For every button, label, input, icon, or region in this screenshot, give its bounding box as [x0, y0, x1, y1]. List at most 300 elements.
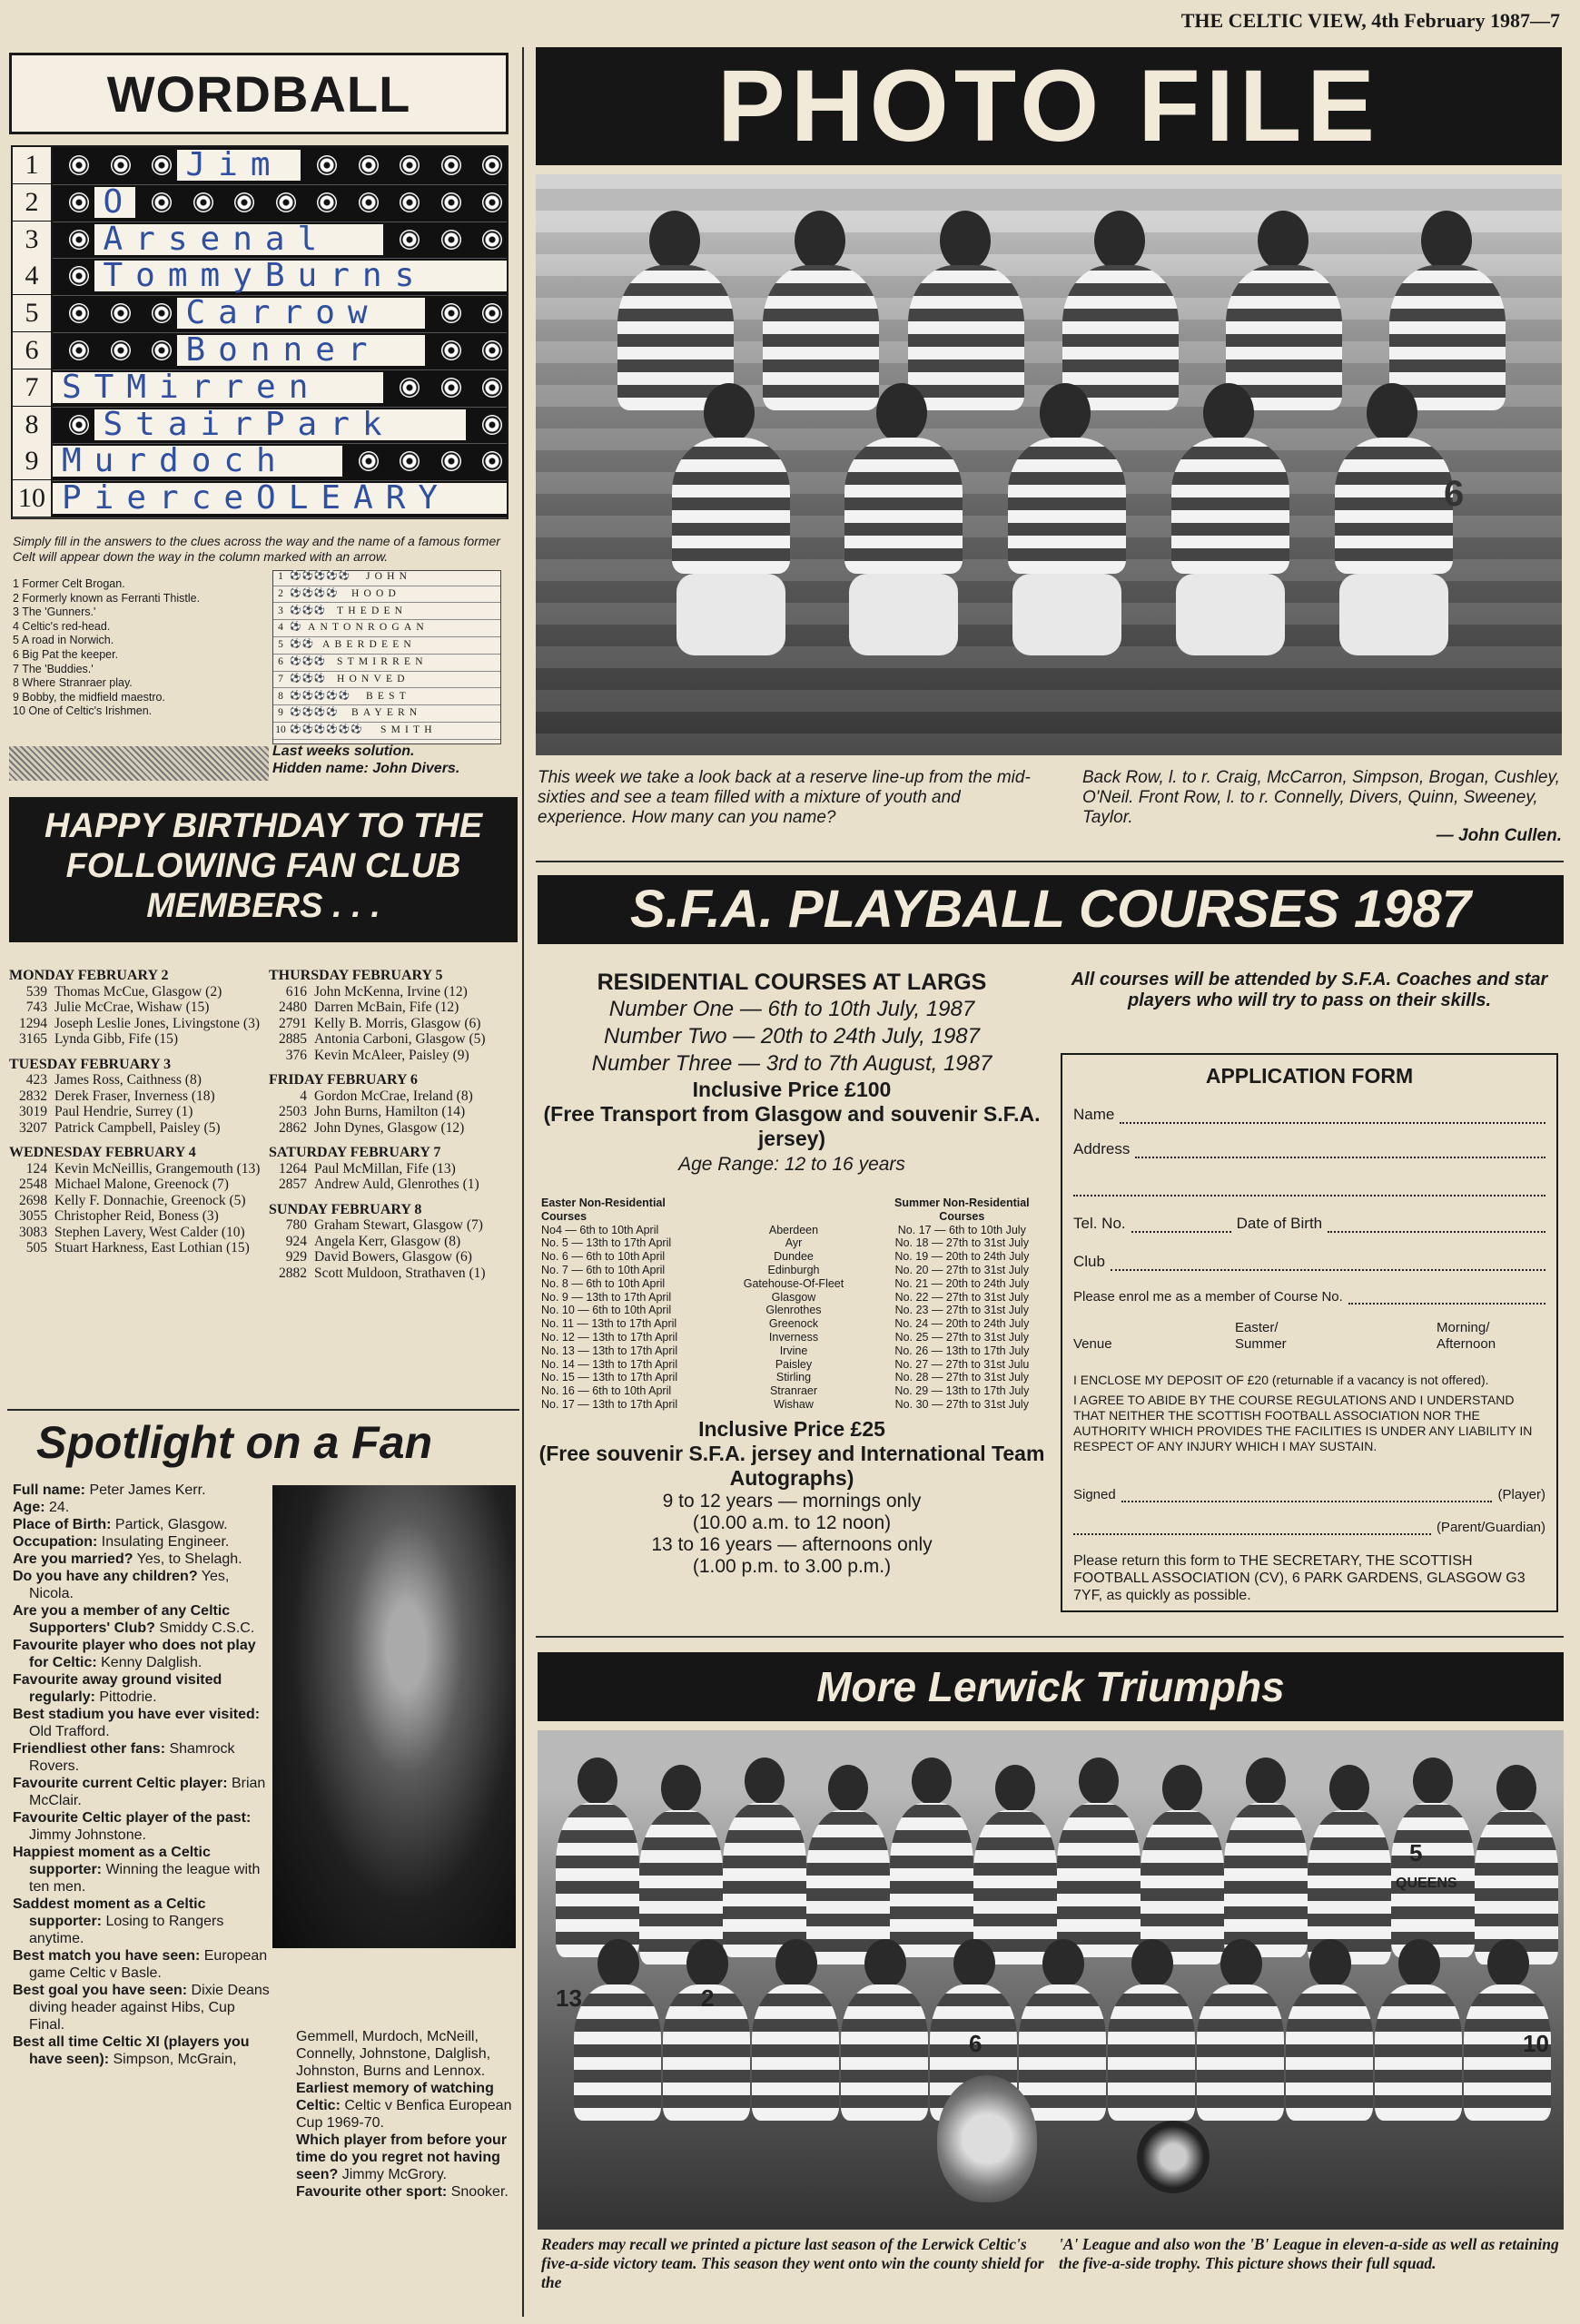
- agreement-text: I AGREE TO ABIDE BY THE COURSE REGULATIONS AND I UNDERSTAND THAT NEITHER THE SCOTTISH FOOTBALL ASSOCIATION NOR THE AUTHORITY WHICH PROVIDES THE FACILITIES IS UNDER ANY LIABILITY IN RESPECT OF ANY INJURY WHICH I MAY SUSTAIN.: [1073, 1393, 1533, 1453]
- signed-player-field[interactable]: Signed (Player): [1073, 1487, 1545, 1502]
- solution-row: [273, 588, 500, 604]
- spotlight-answer: Shamrock Rovers.: [29, 1741, 235, 1774]
- wordball-title: WORDBALL: [9, 53, 509, 134]
- member-name: John Burns, Hamilton (14): [314, 1104, 466, 1119]
- shirt-number: 5: [1409, 1839, 1423, 1866]
- course-row: [538, 1224, 1046, 1237]
- player-head: [1040, 383, 1091, 443]
- player-head: [649, 211, 700, 271]
- spotlight-answer: Simpson, McGrain,: [113, 2052, 237, 2067]
- football-icon: [152, 303, 172, 323]
- player-shirt: [1171, 438, 1289, 574]
- wordball-row: [13, 332, 507, 370]
- solution-number: 9: [278, 707, 283, 719]
- spotlight-answer: Celtic v Benfica European Cup 1969-70.: [296, 2098, 512, 2131]
- football-icon: [359, 155, 379, 175]
- member-number: 2698: [19, 1192, 47, 1208]
- player-shirt: [1057, 1803, 1141, 1957]
- wordball-last-week: Last weeks solution. Hidden name: John Divers.: [272, 743, 460, 776]
- spotlight-question: Favourite current Celtic player:: [13, 1776, 228, 1791]
- spotlight-answer: Losing to Rangers anytime.: [29, 1914, 224, 1946]
- solution-word: HOOD: [351, 587, 401, 599]
- price-residential-note: (Free Transport from Glasgow and souvenir S.F.A. jersey): [543, 1102, 1041, 1150]
- easter-course: No. 15 — 13th to 17th April: [541, 1371, 678, 1384]
- course-line: Number Three — 3rd to 7th August, 1987: [591, 1051, 992, 1076]
- spotlight-xi-continued: Gemmell, Murdoch, McNeill, Connelly, Johnstone, Dalglish, Johnston, Burns and Lennox.: [296, 2029, 491, 2079]
- solution-row: [273, 691, 500, 706]
- easter-course: No. 8 — 6th to 10th April: [541, 1276, 666, 1290]
- photo-file-names: Back Row, l. to r. Craig, McCarron, Simpson, Brogan, Cushley, O'Neil. Front Row, l. to r. Connelly, Divers, Quinn, Sweeney, Taylor.: [1082, 768, 1560, 827]
- football-icon: [317, 155, 337, 175]
- player-shirt: [1375, 1984, 1462, 2121]
- member-number: 2832: [19, 1088, 47, 1104]
- birthday-entry: [9, 1240, 272, 1256]
- player-head: [704, 383, 755, 443]
- member-name: Stephen Lavery, West Calder (10): [54, 1224, 245, 1240]
- spotlight-item: [13, 1896, 274, 1947]
- spotlight-question: Best goal you have seen:: [13, 1983, 188, 1998]
- birthday-column-left: [9, 959, 272, 1256]
- player-head: [795, 211, 845, 271]
- spotlight-item: [13, 1482, 274, 1499]
- spotlight-answer: Old Trafford.: [29, 1724, 110, 1739]
- birthday-day-heading: SUNDAY FEBRUARY 8: [269, 1201, 422, 1217]
- spotlight-question: Age:: [13, 1500, 45, 1515]
- football-icon: [111, 155, 131, 175]
- player-head: [578, 1758, 617, 1805]
- application-form: [1061, 1053, 1558, 1612]
- player-head: [1042, 1939, 1084, 1988]
- football-icon: [111, 303, 131, 323]
- birthday-title: HAPPY BIRTHDAY TO THE FOLLOWING FAN CLUB MEMBERS . . .: [9, 797, 518, 942]
- member-name: Derek Fraser, Inverness (18): [54, 1088, 215, 1104]
- wordball-row: [13, 184, 507, 222]
- player-shirt: [1019, 1984, 1106, 2121]
- junior-session: 9 to 12 years — mornings only: [662, 1490, 922, 1512]
- coaches-note: All courses will be attended by S.F.A. Coaches and star players who will try to pass on their skills.: [1071, 970, 1548, 1010]
- member-name: Kevin McNeillis, Grangemouth (13): [54, 1160, 261, 1177]
- spotlight-item: [13, 1637, 274, 1671]
- wordball-clues: [13, 577, 276, 719]
- football-icon: [482, 340, 502, 360]
- spotlight-item: [13, 1740, 274, 1775]
- club-field[interactable]: Club: [1073, 1253, 1545, 1271]
- member-name: Gordon McCrae, Ireland (8): [314, 1088, 473, 1104]
- football-icon: [441, 303, 461, 323]
- birthday-day-heading: FRIDAY FEBRUARY 6: [269, 1072, 418, 1088]
- wordball-grid: [11, 145, 509, 519]
- birthday-entry: [269, 1161, 519, 1177]
- player-shirt: [752, 1984, 839, 2121]
- member-number: 505: [25, 1240, 47, 1256]
- course-number-field[interactable]: Please enrol me as a member of Course No.: [1073, 1289, 1545, 1305]
- spotlight-answer: Snooker.: [450, 2184, 509, 2200]
- birthday-entry: [9, 1104, 272, 1120]
- solution-word: BAYERN: [351, 707, 422, 719]
- player-head: [1421, 211, 1472, 271]
- wordball-answer: PierceOLEARY: [62, 479, 451, 517]
- player-head: [661, 1765, 701, 1812]
- spotlight-question: Occupation:: [13, 1534, 98, 1550]
- wordball-answer: Murdoch: [62, 442, 289, 480]
- wordball-answer: Jim: [185, 146, 283, 183]
- spotlight-item: [13, 2034, 274, 2068]
- course-venue: Dundee: [774, 1250, 814, 1264]
- member-number: 3055: [19, 1208, 47, 1224]
- wordball-clue: 3 The 'Gunners.': [13, 606, 96, 619]
- solution-word: ANTONROGAN: [308, 622, 429, 634]
- player-shorts: [1176, 574, 1285, 655]
- price-residential: Inclusive Price £100: [692, 1078, 892, 1101]
- member-name: Lynda Gibb, Fife (15): [54, 1031, 179, 1047]
- spotlight-question: Earliest memory of watching Celtic:: [296, 2081, 494, 2113]
- player-head: [1220, 1939, 1262, 1988]
- course-row: [538, 1304, 1046, 1317]
- spotlight-answer: Brian McClair.: [29, 1776, 266, 1808]
- player-head: [775, 1939, 817, 1988]
- wordball-answer: O: [103, 182, 136, 221]
- solution-row: [273, 571, 500, 586]
- football-icon: [441, 192, 461, 212]
- easter-course: No. 14 — 13th to 17th April: [541, 1357, 678, 1371]
- birthday-entry: [269, 1217, 519, 1234]
- birthday-entry: [269, 1031, 519, 1048]
- wordball-clue: 8 Where Stranraer play.: [13, 676, 133, 690]
- column-rule: [522, 47, 524, 2317]
- football-icon: [400, 378, 420, 398]
- form-title: APPLICATION FORM: [1205, 1064, 1414, 1088]
- spotlight-item: [13, 1947, 274, 1982]
- wordball-instructions: Simply fill in the answers to the clues across the way and the name of a famous former Celt will appear down the way in the column marked with an arrow.: [13, 534, 500, 564]
- member-name: Antonia Carboni, Glasgow (5): [314, 1031, 486, 1047]
- wordball-row-number: 2: [13, 184, 53, 221]
- birthday-entry: [269, 1016, 519, 1032]
- member-number: 1294: [19, 1015, 47, 1031]
- fan-portrait-photo: [272, 1485, 516, 1948]
- player-head: [1079, 1758, 1119, 1805]
- signed-parent-field[interactable]: (Parent/Guardian): [1073, 1520, 1545, 1535]
- shirt-number: 6: [1444, 474, 1465, 514]
- summer-course: No. 23 — 27th to 31st July: [894, 1304, 1029, 1317]
- member-name: James Ross, Caithness (8): [54, 1072, 202, 1088]
- football-icons: ⚽⚽⚽⚽: [290, 707, 339, 718]
- football-icon: [482, 378, 502, 398]
- football-icon: [359, 451, 379, 471]
- member-name: Patrick Campbell, Paisley (5): [54, 1119, 221, 1136]
- name-field[interactable]: Name: [1073, 1106, 1545, 1124]
- birthday-entry: [269, 1104, 519, 1120]
- spotlight-item: [13, 1602, 274, 1637]
- player-head: [745, 1758, 785, 1805]
- shirt-number: 10: [1523, 2030, 1549, 2057]
- member-name: Graham Stewart, Glasgow (7): [314, 1217, 483, 1233]
- birthday-entry: [9, 1193, 272, 1209]
- wordball-clue: 1 Former Celt Brogan.: [13, 577, 125, 590]
- spotlight-questions-right: [296, 2028, 514, 2201]
- section-rule: [536, 861, 1564, 862]
- player-shirt: [1286, 1984, 1373, 2121]
- birthday-entry: [9, 1120, 272, 1137]
- photo-credit: — John Cullen.: [1436, 826, 1562, 845]
- spotlight-answer: Jimmy Johnstone.: [29, 1827, 146, 1843]
- player-head: [1131, 1939, 1173, 1988]
- birthday-entry: [9, 1031, 272, 1048]
- course-venue: Ayr: [785, 1236, 803, 1250]
- solution-row: [273, 639, 500, 655]
- player-head: [1258, 211, 1308, 271]
- wordball-row: [13, 480, 507, 518]
- birthday-entry: [269, 1265, 519, 1282]
- football-icon: [69, 192, 89, 212]
- spotlight-question: Favourite Celtic player of the past:: [13, 1810, 252, 1826]
- address-field[interactable]: Address: [1073, 1140, 1545, 1158]
- summer-course: No. 17 — 6th to 10th July: [897, 1223, 1026, 1236]
- player-shorts: [1012, 574, 1121, 655]
- player-head: [940, 211, 991, 271]
- member-number: 3207: [19, 1119, 47, 1136]
- member-number: 2882: [279, 1265, 307, 1281]
- player-shirt: [973, 1810, 1057, 1965]
- football-icon: [152, 155, 172, 175]
- football-icon: [482, 230, 502, 250]
- easter-course: No. 16 — 6th to 10th April: [541, 1384, 672, 1398]
- player-shirt: [841, 1984, 928, 2121]
- solution-number: 6: [278, 656, 283, 667]
- member-name: Angela Kerr, Glasgow (8): [314, 1233, 461, 1249]
- football-icon: [69, 155, 89, 175]
- easter-course: No. 12 — 13th to 17th April: [541, 1330, 678, 1344]
- course-row: [538, 1236, 1046, 1250]
- spotlight-item: [13, 1671, 274, 1706]
- solution-word: ABERDEEN: [322, 639, 416, 651]
- lerwick-caption-right: 'A' League and also won the 'B' League in eleven-a-side as well as retaining the five-a-side trophy. This picture shows their full squad.: [1059, 2235, 1559, 2272]
- member-name: Andrew Auld, Glenrothes (1): [314, 1177, 479, 1192]
- member-number: 3165: [19, 1031, 47, 1047]
- football-icons: ⚽⚽⚽: [290, 605, 327, 615]
- easter-course: No. 13 — 13th to 17th April: [541, 1344, 678, 1357]
- member-number: 2480: [279, 1000, 307, 1015]
- course-row: [538, 1344, 1046, 1358]
- wordball-row-number: 9: [13, 443, 53, 479]
- course-venue: Irvine: [779, 1344, 808, 1357]
- player-shirt: [844, 438, 963, 574]
- birthday-entry: [9, 1208, 272, 1225]
- player-shorts: [849, 574, 958, 655]
- summer-course: No. 22 — 27th to 31st July: [894, 1290, 1029, 1304]
- spotlight-item: [13, 1533, 274, 1551]
- member-name: Joseph Leslie Jones, Livingstone (3): [54, 1015, 261, 1031]
- player-shirt: [1335, 438, 1453, 574]
- member-number: 780: [285, 1217, 307, 1233]
- wordball-row-number: 6: [13, 332, 53, 369]
- price-non-residential: Inclusive Price £25: [698, 1416, 885, 1441]
- solution-word: SMITH: [380, 724, 437, 736]
- solution-word: JOHN: [366, 571, 412, 582]
- summer-course: No. 26 — 13th to 17th July: [894, 1344, 1030, 1357]
- spotlight-title: Spotlight on a Fan: [36, 1417, 433, 1468]
- wordball-clue: 5 A road in Norwich.: [13, 634, 114, 647]
- player-shorts: [676, 574, 785, 655]
- wordball-row-number: 10: [13, 480, 53, 517]
- member-name: Julie McCrae, Wishaw (15): [54, 1000, 210, 1015]
- solution-number: 3: [278, 605, 283, 616]
- venue-field[interactable]: Venue Easter/ Summer Morning/ Afternoon: [1073, 1320, 1496, 1352]
- spotlight-item: [13, 1516, 274, 1533]
- spotlight-question: Favourite other sport:: [296, 2184, 448, 2200]
- player-head: [1203, 383, 1254, 443]
- player-shirt: [1108, 1984, 1195, 2121]
- player-shirt: [574, 1984, 661, 2121]
- wordball-answer: StairPark: [103, 405, 395, 443]
- shirt-number: 13: [556, 1984, 582, 2012]
- spotlight-item: [296, 2183, 514, 2201]
- spotlight-right-items: [296, 2080, 514, 2201]
- player-head: [912, 1758, 952, 1805]
- football-icons: ⚽⚽: [290, 639, 314, 650]
- player-shirt: [908, 265, 1024, 410]
- course-venue: Greenock: [768, 1317, 819, 1331]
- football-icon: [482, 451, 502, 471]
- player-shirt: [556, 1803, 639, 1957]
- wordball-row-number: 5: [13, 295, 53, 331]
- player-head: [1162, 1765, 1202, 1812]
- price-non-residential-note: (Free souvenir S.F.A. jersey and International Team Autographs): [538, 1441, 1045, 1490]
- course-venue: Paisley: [775, 1357, 813, 1371]
- course-row: [538, 1250, 1046, 1264]
- easter-header: Easter Non-Residential Courses: [541, 1196, 666, 1223]
- wordball-clue: 2 Formerly known as Ferranti Thistle.: [13, 591, 201, 605]
- spotlight-item: [13, 1809, 274, 1844]
- sfa-residential: [538, 970, 1046, 1178]
- summer-course: No. 27 — 27th to 31st Julu: [894, 1357, 1030, 1371]
- football-icons: ⚽: [290, 622, 302, 633]
- senior-session: 13 to 16 years — afternoons only: [651, 1533, 933, 1555]
- spotlight-questions: [13, 1482, 285, 2068]
- wordball-row-number: 1: [13, 147, 53, 183]
- football-icon: [400, 192, 420, 212]
- birthday-entry: [269, 1177, 519, 1193]
- wordball-row: [13, 443, 507, 481]
- birthday-entry: [9, 1225, 272, 1241]
- spotlight-item: [13, 1568, 274, 1602]
- summer-course: No. 19 — 20th to 24th July: [894, 1250, 1030, 1264]
- team-badge: [1137, 2121, 1210, 2193]
- member-name: Paul McMillan, Fife (13): [314, 1160, 456, 1177]
- football-icon: [69, 266, 89, 286]
- course-venue: Gatehouse-Of-Fleet: [743, 1276, 844, 1290]
- player-head: [1329, 1765, 1369, 1812]
- shield-trophy: [937, 2075, 1037, 2202]
- easter-course: No. 17 — 13th to 17th April: [541, 1397, 678, 1411]
- summer-course: No. 25 — 27th to 31st July: [894, 1330, 1029, 1344]
- photo-file-caption: This week we take a look back at a reserve line-up from the mid-sixties and see a team filled with a mixture of youth and experience. How many can you name?: [538, 768, 1031, 827]
- member-number: 2503: [279, 1104, 307, 1119]
- courses-table: [538, 1196, 1046, 1578]
- summer-course: No. 21 — 20th to 24th July: [894, 1276, 1030, 1290]
- player-head: [864, 1939, 906, 1988]
- birthday-column-right: [269, 959, 519, 1281]
- player-head: [1094, 211, 1145, 271]
- spotlight-item: [13, 1551, 274, 1568]
- course-venue: Glenrothes: [765, 1304, 822, 1317]
- football-icon: [441, 451, 461, 471]
- wordball-row: [13, 147, 507, 185]
- wordball-solution-grid: [272, 570, 501, 744]
- junior-time: (10.00 a.m. to 12 noon): [692, 1512, 892, 1533]
- course-venue: Edinburgh: [767, 1263, 820, 1276]
- spotlight-question: Full name:: [13, 1482, 86, 1498]
- birthday-entry: [9, 1161, 272, 1177]
- birthday-entry: [269, 1088, 519, 1105]
- course-venue: Glasgow: [771, 1290, 816, 1304]
- spotlight-question: Friendliest other fans:: [13, 1741, 166, 1757]
- player-shirt: [890, 1803, 973, 1957]
- birthday-entry: [269, 1048, 519, 1064]
- solution-number: 8: [278, 690, 283, 702]
- member-number: 2548: [19, 1177, 47, 1192]
- member-number: 2791: [279, 1015, 307, 1031]
- tel-dob-field[interactable]: Tel. No. Date of Birth: [1073, 1215, 1545, 1233]
- address-line-2[interactable]: [1073, 1178, 1545, 1196]
- wordball-clue: 7 The 'Buddies.': [13, 662, 94, 675]
- shirt-number: 2: [701, 1984, 715, 2012]
- football-icons: ⚽⚽⚽⚽⚽⚽: [290, 724, 363, 735]
- course-row: [538, 1398, 1046, 1412]
- football-icon: [482, 303, 502, 323]
- member-number: 929: [285, 1249, 307, 1265]
- course-venue: Wishaw: [774, 1397, 814, 1411]
- spotlight-question: Do you have any children?: [13, 1569, 198, 1584]
- member-name: Paul Hendrie, Surrey (1): [54, 1104, 193, 1119]
- lerwick-caption-left: Readers may recall we printed a picture last season of the Lerwick Celtic's five-a-side victory team. This season they went onto win the county shield for the: [541, 2235, 1044, 2291]
- page-masthead: THE CELTIC VIEW, 4th February 1987—7: [1180, 9, 1560, 32]
- course-venue: Stirling: [775, 1371, 812, 1384]
- wordball-answer: TommyBurns: [103, 257, 428, 295]
- football-icon: [234, 192, 254, 212]
- member-name: Kevin McAleer, Paisley (9): [314, 1047, 469, 1063]
- football-icon: [441, 155, 461, 175]
- senior-time: (1.00 p.m. to 3.00 p.m.): [692, 1555, 892, 1577]
- member-number: 539: [25, 983, 47, 1000]
- summer-course: No. 29 — 13th to 17th July: [894, 1384, 1030, 1398]
- spotlight-answer: Yes, to Shelagh.: [136, 1551, 242, 1567]
- solution-row: [273, 656, 500, 672]
- birthday-entry: [9, 1177, 272, 1193]
- easter-course: No. 10 — 6th to 10th April: [541, 1304, 672, 1317]
- wordball-row: [13, 258, 507, 296]
- spotlight-answer: Winning the league with ten men.: [29, 1862, 261, 1895]
- football-icons: ⚽⚽⚽: [290, 656, 327, 666]
- member-name: Christopher Reid, Boness (3): [54, 1208, 219, 1224]
- age-range: Age Range: 12 to 16 years: [678, 1154, 905, 1175]
- member-name: Thomas McCue, Glasgow (2): [54, 983, 222, 1000]
- course-row: [538, 1384, 1046, 1398]
- football-icon: [359, 192, 379, 212]
- player-head: [686, 1939, 728, 1988]
- spotlight-item: [296, 2132, 514, 2183]
- spotlight-item: [13, 1844, 274, 1896]
- football-icon: [69, 340, 89, 360]
- birthday-entry: [269, 1249, 519, 1265]
- spotlight-question: Are you a member of any Celtic Supporters' Club?: [13, 1603, 231, 1636]
- wordball-answer: Bonner: [185, 331, 380, 369]
- wordball-clue: 4 Celtic's red-head.: [13, 619, 111, 633]
- spotlight-question: Best all time Celtic XI (players you have seen):: [13, 2034, 250, 2067]
- player-shirt: [672, 438, 790, 574]
- spotlight-question: Happiest moment as a Celtic supporter:: [13, 1845, 211, 1877]
- player-head: [1496, 1765, 1536, 1812]
- sfa-title: S.F.A. PLAYBALL COURSES 1987: [538, 875, 1564, 944]
